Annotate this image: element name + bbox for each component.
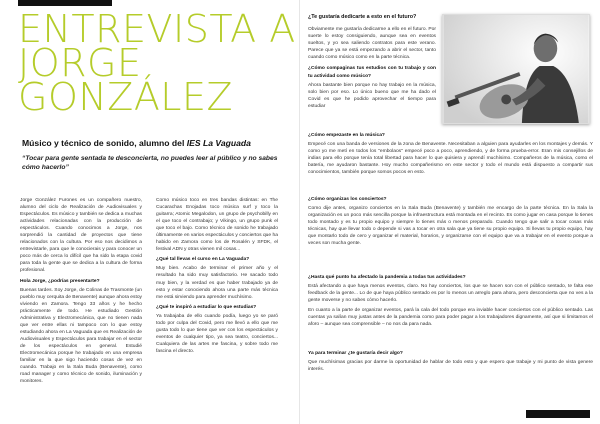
- question: ¿Cómo compaginas tus estudios con tu trabajo y con tu actividad como músico?: [308, 66, 436, 79]
- question: ¿Qué te inspiró a estudiar lo que estudias?: [156, 304, 257, 310]
- intro-paragraph: Jorge González Furones es un compañero nuestro, alumno del ciclo de Realización de Audiovisuales y Espectáculos. Es músico y también se dedica a muchas actividades relacionadas con la producción de espectáculos. Cuando conocimos a Jorge, nos sorprendió la cantidad de proyectos que tiene relacionados con la cultura. Por eso nos decidimos a entrevistarle, para que le conocierais y para conocer un poco más de cerca lo difícil que ha sido la etapa covid para toda la gente que se dedica a la cultura de forma profesional.: [20, 198, 142, 274]
- subtitle: [22, 138, 292, 148]
- column-b: [156, 197, 278, 358]
- decorative-bar: [18, 0, 112, 6]
- question: ¿Cómo empezaste en la música?: [308, 133, 385, 138]
- answer-paragraph: En cuanto a la parte de organizar eventos, pará la cala del todo porque era inviable hacer conciertos con el público sentado. Las cuentas ya salían muy justas antes de la pandemia como para poder pagar a los trabajadores dignamente, así que si limitamos el aforo – aunque sea comprensible – no nos da para nada.: [308, 308, 593, 328]
- question: ¿Cómo organizas los conciertos?: [308, 197, 387, 202]
- answer-paragraph: Como dije antes, organizo conciertos en la Sala Buda (Benavente) y también me encargo de la parte técnica. En la Sala la organización es un poco más sencilla porque la infraestructura está montada en el recinto. Es como jugar en casa porque lo tienes todo montado y es tu propio equipo y siempre lo tienes más o menos preparado. Cuando tengo que salir a tocar cosas más técnicas, hay que llevar todo o depende si vas a tocar en otra sala que ya tiene su propio equipo. Si llevas tu propio equipo, hay que montarlo todo de cero y organizar el material, horarios, y organizarse con el equipo que va a trabajar en el evento porque a veces son mucha gente.: [308, 206, 593, 247]
- pull-quote: “Tocar para gente sentada te desconcierta, no puedes leer al público y no sabes cómo hacerlo”: [22, 155, 278, 171]
- answer-paragraph: Buenas tardes. Soy Jorge, de Colinas de Trasmonte (un pueblo muy cerquita de Benavente) aunque ahora estoy viviendo en Zamora. Tengo 33 años y he hecho prácticamente de todo. He estudiado Gestión Administrativa y Electromecánica, que no tienen nada que ver entre ellas ni tampoco con lo que estoy estudiando ahora en La Vaguada que es Realización de Audiovisuales y Espectáculos para trabajar en el sector de los espectáculos en general. Estudié Electromecánica porque he trabajado en una empresa familiar en la que sigo haciendo cosas de vez en cuando. Trabajo en la Sala Buda (Benavente), como road manager y como técnico de sonido, iluminación y monitores.: [20, 287, 142, 385]
- headline-line-3: GONZÁLEZ: [18, 75, 234, 119]
- right-intro-column: [308, 26, 436, 110]
- answer-paragraph: Que muchísimas gracias por darme la oportunidad de hablar de todo esto y que espero que trabaje y mi punto de vista genere interés.: [308, 360, 593, 373]
- answer-paragraph: Ya trabajaba de ello cuando podía, luego yo se paró todo por culpa del Covid, pero me llevó a ello que me gusta todo lo que tiene que ver con los espectáculos y eventos de cualquier tipo, ya sea teatro, conciertos... Cualquiera de las artes me fascina, y sobre todo me fascina el directo.: [156, 313, 278, 354]
- subtitle-school: IES La Vaguada: [186, 138, 251, 148]
- subtitle-main: Músico y técnico de sonido, alumno del: [22, 138, 187, 148]
- answer-paragraph: Como músico toco en tres bandas distintas: en The Cucarachas Enojadas toco música surf y toco la guitarra; Atomic Megalodon, un grupo de psychobilly en el que toco el contrabajo; y Vikingo, un grupo punk el que toco el bajo. Como técnico de sonido he trabajado últimamente en varios espectáculos y conciertos que ha habido en Zamora como los de Rosalén y SFDK, el festival ADN y otras vienen mil cosas...: [156, 198, 278, 253]
- answer-paragraph: Está afectando a que haya menos eventos, claro. No hay conciertos, los que se hacen son con el público sentado, te falta ese feedback de la gente... Lo de que haya público sentado es por lo menos un arreglo para ahora, pero desconcierta que no ves a la gente moverse y no sabes cómo hacerlo.: [308, 284, 593, 304]
- question: ¿Te gustaría dedicarte a esto en el futuro?: [308, 14, 417, 20]
- answer-paragraph: Obviamente me gustaría dedicarme a ello en el futuro. Por suerte lo estoy consiguiendo, aunque sea en eventos sueltos, y yo sea saliendo contratos para este verano. Parece que ya se está empezando a abrir el sector, tanto cuando como músico como en la parte técnica.: [308, 27, 436, 61]
- answer-paragraph: Muy bien. Acabo de terminar el primer año y el resultado ha sido muy satisfactorio. He sacado todo muy bien, y la verdad es que haber trabajado ya de esto y estar conociendo ahora una parte más técnica me está sirviendo para aprender muchísimo.: [156, 266, 278, 300]
- question: ¿Hasta qué punto ha afectado la pandemia a todas tus actividades?: [308, 275, 466, 280]
- decorative-bar: [526, 410, 590, 418]
- musician-portrait-photo: [443, 15, 589, 123]
- musician-photo: [442, 14, 590, 124]
- question: Hola Jorge, ¿podrías presentarte?: [20, 278, 100, 284]
- right-page: [300, 0, 600, 424]
- question: ¿Qué tal llevas el curso en La Vaguada?: [156, 257, 250, 263]
- question: Ya para terminar ¿te gustaría decir algo?: [308, 351, 403, 356]
- answer-paragraph: Empecé con una banda de versiones de la zona de Benavente. Necesitaban a alguien para ayudarles en los montajes y demás. Y como yo me metí en todos los "embolaos" empecé poco a poco, aprendiendo, y de forma prueba-error. Eran mis consejillos de indias para ello porque tenía total libertad para hacer lo que quisiera y aprendí muchísimo. Compañeros de la música, como el batería, me ayudaron bastante. Hoy mucho compañerismo en este sector y todo el mundo está dispuesto a compartir sus conocimientos, también porque somos pocos en esto.: [308, 142, 593, 176]
- right-section-2: [308, 196, 593, 250]
- headline-line-1: ENTREVISTA A: [18, 7, 296, 51]
- answer-paragraph: Ahora bastante bien porque no hay trabajo en la música, solo bien por eso. Lo único bueno que me ha dado el Covid es que he podido aprovechar el tiempo para estudiar: [308, 82, 436, 109]
- headline-line-2: JORGE: [18, 41, 142, 85]
- right-section-3: [308, 274, 593, 331]
- headline: [18, 7, 296, 119]
- right-section-1: [308, 132, 593, 179]
- column-a: [20, 197, 142, 388]
- right-section-4: [308, 350, 593, 376]
